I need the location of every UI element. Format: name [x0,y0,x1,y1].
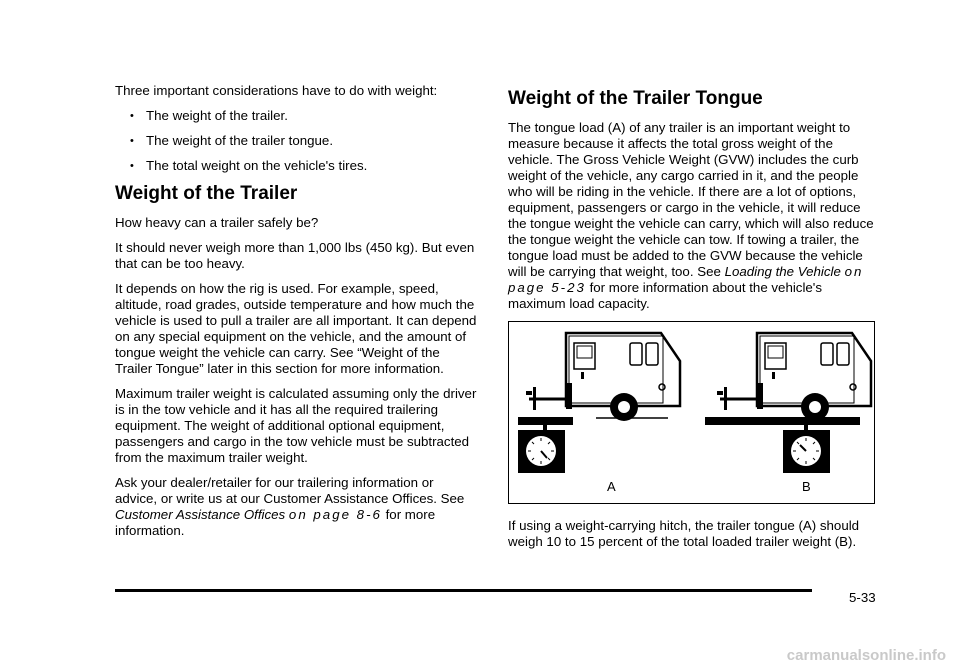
customer-assistance-link[interactable]: Customer Assistance Offices [115,507,286,522]
trailer-weight-illustration [508,321,875,504]
tongue-scale-a [518,425,565,473]
section-heading-trailer-weight: Weight of the Trailer [115,183,298,204]
page-reference[interactable]: on page 8-6 [288,507,382,522]
left-column [115,83,477,548]
paragraph-hitch: If using a weight-carrying hitch, the trailer tongue (A) should weigh 10 to 15 percent of the total loaded trailer weight (B). [508,518,860,549]
list-item: • The weight of the trailer tongue. [130,133,334,148]
footer-rule [115,589,812,592]
paragraph: How heavy can a trailer safely be? [115,215,319,230]
paragraph: It depends on how the rig is used. For example, speed, altitude, road grades, outside temperature and how much the vehicle is used to pull a trailer are all important. It can depend on any special equipment on the vehicle, and the amount of tongue weight the vehicle can carry. See “Weight of the Trailer Tongue” later in this section for more information. [115,281,477,376]
list-item: • The total weight on the vehicle's tires. [130,158,368,173]
paragraph-customer-assistance: Ask your dealer/retailer for our trailering information or advice, or write us at our Customer Assistance Offices. See Customer Assistance Offices on page 8-6 for more information. [115,475,465,538]
figure-label-a: A [607,479,616,494]
paragraph-tongue-load: The tongue load (A) of any trailer is an important weight to measure because it affects the total gross weight of the vehicle. The Gross Vehicle Weight (GVW) includes the curb weight of the vehicle, any cargo carried in it, and the people who will be riding in the vehicle. If there are a lot of options, equipment, passengers or cargo in the vehicle, it will reduce the tongue weight the vehicle can carry, which will also reduce the tongue weight the vehicle can tow. If towing a trailer, the tongue load must be added to the GVW because the vehicle will be carrying that weight, too. See Loading the Vehicle on page 5-23 for more information about the vehicle's maximum load capacity. [508,120,874,311]
figure-label-b: B [802,479,811,494]
bullet-icon: • [130,110,134,122]
page-number: 5-33 [849,590,876,605]
page-reference[interactable]: on page 5-23 [508,264,864,295]
section-heading-tongue-weight: Weight of the Trailer Tongue [508,88,763,109]
watermark: carmanualsonline.info [786,647,946,664]
right-column [508,84,878,559]
intro-paragraph: Three important considerations have to do with weight: [115,83,438,98]
list-item: • The weight of the trailer. [130,108,288,123]
total-scale-b [783,425,830,473]
paragraph: Maximum trailer weight is calculated assuming only the driver is in the tow vehicle and it has all the required trailering equipment. The weight of additional optional equipment, passengers and cargo in the tow vehicle must be subtracted from the maximum trailer weight. [115,386,477,465]
loading-vehicle-link[interactable]: Loading the Vehicle [724,264,841,279]
bullet-icon: • [130,160,134,172]
bullet-icon: • [130,135,134,147]
paragraph: It should never weigh more than 1,000 lbs (450 kg). But even that can be too heavy. [115,240,475,271]
weight-considerations-list [115,108,477,174]
